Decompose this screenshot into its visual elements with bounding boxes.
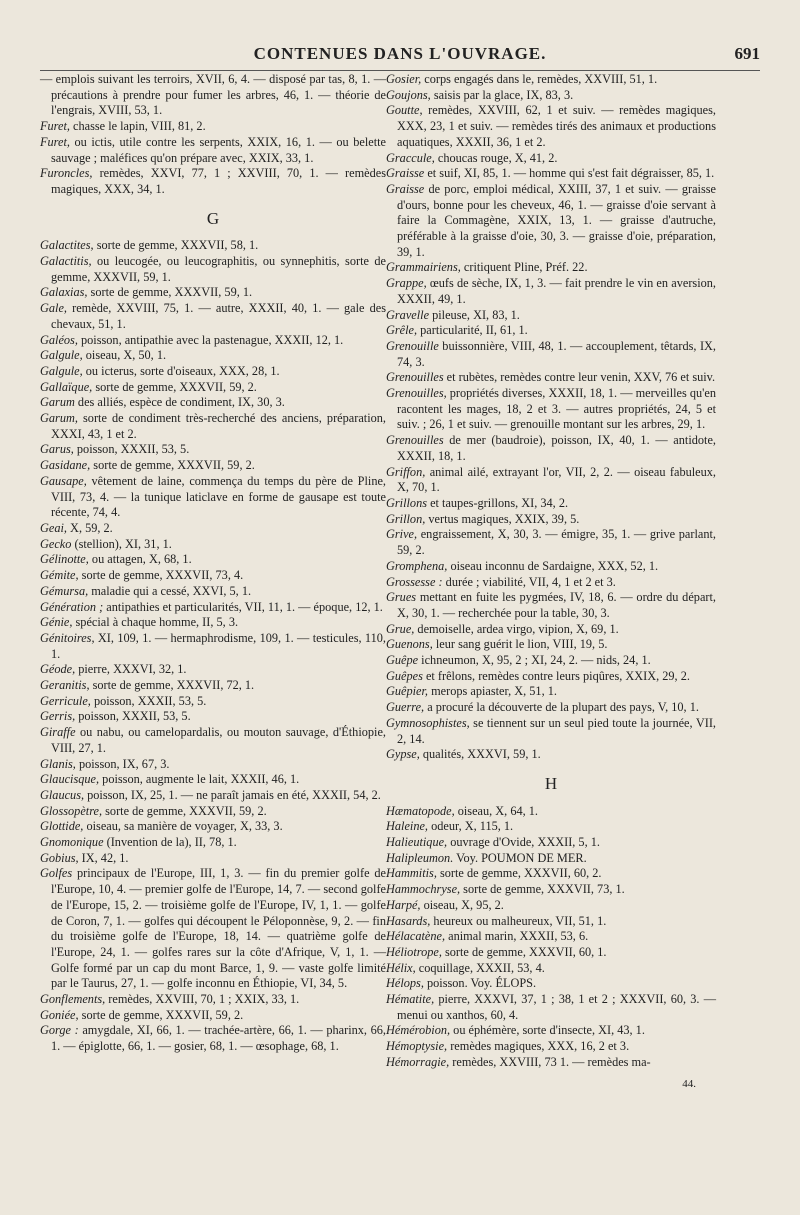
index-entry [386, 851, 716, 867]
index-entry [40, 600, 386, 616]
index-entry [386, 684, 716, 700]
index-entry [386, 929, 716, 945]
entry-text: XI, 109, 1. — hermaphrodisme, 109, 1. — testicules, 110, 1. [51, 630, 386, 661]
entry-text: odeur, X, 115, 1. [428, 819, 514, 834]
entry-text: poisson, XXXII, 53, 5. [75, 709, 191, 724]
entry-text: choucas rouge, X, 41, 2. [434, 150, 558, 165]
entry-text: spécial à chaque homme, II, 5, 3. [72, 615, 239, 630]
entry-term: Glaucisque, [40, 772, 100, 787]
entry-term: Furet, [40, 119, 70, 134]
entry-text: remèdes, XXVI, 77, 1 ; XXVIII, 70, 1. — remèdes magiques, XXX, 34, 1. [51, 166, 386, 196]
entry-term: Glottide, [40, 819, 84, 834]
index-entry [40, 788, 386, 804]
entry-text: animal ailé, extrayant l'or, VII, 2, 2. — oiseau fabuleux, X, 70, 1. [397, 464, 716, 495]
left-column [40, 72, 386, 1055]
index-entry [386, 961, 716, 977]
entry-text: Voy. POUMON DE MER. [453, 850, 587, 865]
entry-term: Grenouilles, [386, 386, 447, 401]
index-entry [386, 992, 716, 1023]
index-entry [386, 914, 716, 930]
entry-text: ou ictis, utile contre les serpents, XXIX, 16, 1. — ou belette sauvage ; maléfices qu'on prépare avec, XXIX, 33, 1. [51, 134, 386, 165]
entry-text: poisson, XXXII, 53, 5. [73, 442, 190, 457]
entry-term: Gecko [40, 536, 72, 551]
entry-term: Grenouilles [386, 370, 444, 385]
entry-term: Glaucus, [40, 787, 85, 802]
entry-term: Giraffe [40, 725, 76, 740]
entry-text: sorte de gemme, XXXVII, 59, 2. [78, 1007, 244, 1022]
entry-text: poisson, antipathie avec la pastenague, XXXII, 12, 1. [77, 332, 344, 347]
entry-text: chasse le lapin, VIII, 81, 2. [69, 119, 206, 134]
entry-text: sorte de gemme, XXXVII, 58, 1. [93, 238, 259, 253]
index-entry [40, 474, 386, 521]
entry-text: antipathies et particularités, VII, 11, 1. — époque, 12, 1. [103, 599, 383, 614]
entry-term: Gémursa, [40, 583, 89, 598]
index-entry [386, 386, 716, 433]
entry-text: pileuse, XI, 83, 1. [429, 307, 520, 322]
index-entry [40, 380, 386, 396]
entry-term: Geranitis, [40, 678, 90, 693]
index-entry [386, 260, 716, 276]
index-entry [40, 348, 386, 364]
index-entry [386, 637, 716, 653]
entry-term: Guenons, [386, 637, 433, 652]
entry-text: ouvrage d'Ovide, XXXII, 5, 1. [447, 835, 600, 850]
index-entry [386, 898, 716, 914]
index-entry [386, 72, 716, 88]
index-entry [40, 1008, 386, 1024]
index-entry [386, 653, 716, 669]
entry-text: oiseau inconnu de Sardaigne, XXX, 52, 1. [447, 558, 659, 573]
section-letter: H [544, 773, 558, 793]
index-entry [40, 694, 386, 710]
index-entry [386, 103, 716, 150]
index-entry [386, 182, 716, 261]
entry-text: vêtement de laine, commença du temps du père de Pline, VIII, 73, 4. — la tunique laticlave en forme de gausape est toute récente, 74, 4. [51, 473, 386, 520]
entry-term: Graccule, [386, 150, 435, 165]
entry-term: Guerre, [386, 700, 425, 715]
index-entry [386, 559, 716, 575]
entry-text: remèdes magiques, XXX, 16, 2 et 3. [447, 1039, 630, 1054]
index-entry [386, 323, 716, 339]
index-entry [40, 254, 386, 285]
index-entry [40, 584, 386, 600]
entry-term: Gosier, [386, 72, 422, 86]
entry-term: Hammochryse, [386, 882, 461, 897]
entry-text: (stellion), XI, 31, 1. [71, 536, 172, 551]
entry-term: Garum, [40, 411, 78, 426]
entry-term: Hélacatène, [386, 929, 446, 944]
entry-term: Hémorragie, [386, 1054, 450, 1069]
index-entry [40, 442, 386, 458]
index-entry [40, 395, 386, 411]
entry-text: sorte de gemme, XXXVII, 59, 2. [92, 379, 257, 394]
entry-text: ou leucogée, ou leucographitis, ou synnephitis, sorte de gemme, XXXVII, 59, 1. [51, 254, 386, 284]
index-entry [386, 575, 716, 591]
running-head-title: CONTENUES DANS L'OUVRAGE. [253, 44, 547, 63]
entry-term: Glossopètre, [40, 803, 103, 818]
entry-term: Gémite, [40, 568, 79, 583]
entry-text: principaux de l'Europe, III, 1, 3. — fin du premier golfe de l'Europe, 10, 4. — premier golfe de l'Europe, 14, 7. — second golfe de l'Europe, 15, 2. — troisième golfe de l'Europe, IV, 1, 1. — golfe de Coron, 7, 1. — golfes qui découpent le Péloponnèse, 9, 2. — fin du troisième golfe de l'Europe, 18, 14. — quatrième golfe de l'Europe, 24, 1. — golfes rares sur la côte d'Afrique, V, 1, 1. — Golfe formé par un cap du mont Barce, 1, 9. — vaste golfe limité par le Taurus, 27, 1. — golfe inconnu en Éthiopie, VI, 34, 5. [51, 866, 386, 991]
entry-text: coquillage, XXXII, 53, 4. [415, 960, 545, 975]
entry-text: critiquent Pline, Préf. 22. [460, 260, 588, 275]
entry-text: sorte de gemme, XXXVII, 59, 2. [102, 803, 267, 818]
index-entry [40, 662, 386, 678]
entry-text: sorte de gemme, XXXVII, 59, 2. [90, 458, 255, 473]
index-entry [386, 1055, 716, 1071]
index-entry [40, 772, 386, 788]
running-head [40, 44, 760, 71]
entry-term: Hémérobion, [386, 1023, 451, 1038]
entry-term: Gélinotte, [40, 552, 89, 567]
entry-term: Gymnosophistes, [386, 715, 470, 730]
index-entry [386, 151, 716, 167]
entry-term: Grive, [386, 527, 418, 542]
index-entry [40, 866, 386, 992]
entry-text: sorte de gemme, XXXVII, 60, 2. [436, 866, 602, 881]
entry-term: Hæmatopode, [386, 803, 455, 818]
entry-term: Gerris, [40, 709, 76, 724]
entry-term: Gerricule, [40, 693, 91, 708]
entry-term: Gonflements, [40, 992, 106, 1007]
index-entry [40, 851, 386, 867]
entry-term: Graisse [386, 166, 425, 181]
index-entry [40, 364, 386, 380]
entry-term: Grammairiens, [386, 260, 461, 275]
index-entry [40, 521, 386, 537]
index-entry [386, 866, 716, 882]
entry-term: Goujons, [386, 87, 431, 102]
index-entry [40, 552, 386, 568]
entry-term: Grue, [386, 621, 415, 636]
entry-text: propriétés diverses, XXXII, 18, 1. — merveilles qu'en racontent les mages, 18, 2 et 3. — autres propriétés, 24, 5 et suiv. ; 26, 1 et suiv. — grenouille montant sur les arbres, 29, 1. [397, 386, 716, 432]
entry-term: Guêpe [386, 653, 419, 668]
entry-text: remèdes, XXVIII, 62, 1 et suiv. — remèdes magiques, XXX, 23, 1 et suiv. — remèdes tirés des animaux et productions aquatiques, XXXII, 36, 1 et 2. [397, 103, 716, 149]
entry-text: ou icterus, sorte d'oiseaux, XXX, 28, 1. [82, 363, 280, 378]
index-entry [40, 725, 386, 756]
index-entry [386, 433, 716, 464]
entry-term: Hématite, [386, 992, 435, 1007]
entry-term: Griffon, [386, 464, 426, 479]
entry-term: Gobius, [40, 850, 79, 865]
entry-text: corps engagés dans le, remèdes, XXVIII, 51, 1. [421, 72, 658, 86]
index-entry [386, 1039, 716, 1055]
index-entry [386, 276, 716, 307]
entry-text: oiseau, sa manière de voyager, X, 33, 3. [83, 819, 283, 834]
entry-text: poisson, IX, 25, 1. — ne paraît jamais en été, XXXII, 54, 2. [84, 787, 381, 802]
entry-text: poisson, IX, 67, 3. [75, 756, 170, 771]
entry-text: sorte de gemme, XXXVII, 73, 1. [460, 882, 625, 897]
index-entry [386, 308, 716, 324]
entry-text: poisson, XXXII, 53, 5. [90, 693, 207, 708]
entry-text: durée ; viabilité, VII, 4, 1 et 2 et 3. [442, 574, 616, 589]
entry-text: engraissement, X, 30, 3. — émigre, 35, 1. — grive parlant, 59, 2. [397, 527, 716, 558]
entry-term: Galgule, [40, 363, 83, 378]
entry-term: Hasards, [386, 913, 431, 928]
entry-term: Garus, [40, 442, 74, 457]
entry-text: sorte de gemme, XXXVII, 72, 1. [89, 678, 255, 693]
entry-text: poisson, augmente le lait, XXXII, 46, 1. [99, 772, 300, 787]
index-entry [386, 512, 716, 528]
entry-text: et frêlons, remèdes contre leurs piqûres, XXIX, 29, 2. [422, 668, 690, 683]
index-entry [386, 882, 716, 898]
index-entry [386, 819, 716, 835]
index-entry [386, 370, 716, 386]
entry-text: a procuré la découverte de la plupart des pays, V, 10, 1. [424, 700, 699, 715]
entry-term: Grenouille [386, 338, 439, 353]
index-entry [40, 333, 386, 349]
entry-text: leur sang guérit le lion, VIII, 19, 5. [432, 637, 608, 652]
entry-term: Géode, [40, 662, 76, 677]
entry-text: saisis par la glace, IX, 83, 3. [430, 87, 574, 102]
entry-text: IX, 42, 1. [78, 850, 129, 865]
entry-term: Furet, [40, 134, 70, 149]
entry-text: remèdes, XXVIII, 70, 1 ; XXIX, 33, 1. [105, 992, 300, 1007]
index-entry [40, 537, 386, 553]
index-entry [386, 339, 716, 370]
entry-text: ou nabu, ou camelopardalis, ou mouton sauvage, d'Éthiopie, VIII, 27, 1. [51, 725, 386, 755]
index-entry [40, 992, 386, 1008]
index-entry [386, 700, 716, 716]
entry-text: animal marin, XXXII, 53, 6. [445, 929, 589, 944]
index-entry [40, 709, 386, 725]
entry-term: Grillon, [386, 511, 426, 526]
entry-text: oiseau, X, 95, 2. [420, 897, 504, 912]
entry-text: (Invention de la), II, 78, 1. [103, 835, 237, 850]
entry-text: sorte de condiment très-recherché des anciens, préparation, XXXI, 43, 1 et 2. [51, 411, 386, 441]
entry-term: Gnomonique [40, 835, 104, 850]
entry-term: Graisse [386, 181, 425, 196]
entry-text: se tiennent sur un seul pied toute la journée, VII, 2, 14. [397, 715, 716, 746]
entry-text: — emplois suivant les terroirs, XVII, 6, 4. — disposé par tas, 8, 1. — précautions à prendre pour fumer les arbres, 46, 1. — théorie de l'engrais, XVIII, 53, 1. [40, 72, 386, 118]
entry-term: Galgule, [40, 348, 83, 363]
entry-term: Gallaïque, [40, 379, 93, 394]
entry-term: Furoncles, [40, 166, 93, 181]
index-entry [386, 945, 716, 961]
index-entry [40, 166, 386, 197]
entry-term: Golfes [40, 866, 73, 881]
entry-term: Hélops, [386, 976, 424, 991]
entry-term: Halieutique, [386, 835, 448, 850]
entry-term: Gasidane, [40, 458, 91, 473]
index-entry [40, 615, 386, 631]
entry-term: Guêpes [386, 668, 423, 683]
index-entry [386, 166, 716, 182]
entry-text: particularité, II, 61, 1. [417, 323, 528, 338]
entry-term: Garum [40, 395, 75, 410]
entry-term: Grappe, [386, 276, 427, 291]
entry-text: de mer (baudroie), poisson, IX, 40, 1. — antidote, XXXII, 18, 1. [397, 433, 716, 463]
index-entry [386, 1023, 716, 1039]
index-entry [386, 496, 716, 512]
entry-term: Grillons [386, 495, 427, 510]
entry-text: et rubètes, remèdes contre leur venin, XXV, 76 et suiv. [443, 370, 716, 385]
entry-term: Héliotrope, [386, 944, 442, 959]
index-entry [40, 819, 386, 835]
entry-text: poisson. Voy. ÉLOPS. [423, 976, 537, 991]
entry-text: amygdale, XI, 66, 1. — trachée-artère, 66, 1. — pharinx, 66, 1. — épiglotte, 66, 1. — gosier, 68, 1. — œsophage, 68, 1. [51, 1023, 387, 1054]
entry-term: Gravelle [386, 307, 430, 322]
entry-text: remèdes, XXVIII, 73 1. — remèdes ma- [449, 1054, 651, 1069]
entry-term: Halipleumon. [386, 850, 454, 865]
entry-term: Grenouilles [386, 433, 444, 448]
index-entry [386, 527, 716, 558]
entry-term: Génération ; [40, 599, 104, 614]
entry-term: Goniée, [40, 1007, 79, 1022]
entry-text: buissonnière, VIII, 48, 1. — accouplement, têtards, IX, 74, 3. [397, 338, 716, 369]
entry-text: des alliés, espèce de condiment, IX, 30, 3. [74, 395, 285, 410]
entry-term: Génitoires, [40, 630, 95, 645]
entry-term: Galactites, [40, 238, 94, 253]
index-entry [386, 835, 716, 851]
index-entry [40, 238, 386, 254]
entry-text: vertus magiques, XXIX, 39, 5. [425, 511, 580, 526]
index-entry [386, 88, 716, 104]
entry-text: œufs de sèche, IX, 1, 3. — fait prendre le vin en aversion, XXXII, 49, 1. [397, 276, 716, 306]
right-column [386, 72, 716, 1092]
entry-text: oiseau, X, 64, 1. [454, 803, 538, 818]
index-entry [40, 835, 386, 851]
index-entry [40, 285, 386, 301]
index-entry [40, 568, 386, 584]
entry-term: Haleine, [386, 819, 429, 834]
entry-term: Harpé, [386, 897, 421, 912]
entry-text: merops apiaster, X, 51, 1. [428, 684, 557, 699]
index-entry [40, 72, 386, 119]
entry-text: ou attagen, X, 68, 1. [88, 552, 192, 567]
index-entry [40, 458, 386, 474]
entry-text: maladie qui a cessé, XXVI, 5, 1. [88, 583, 252, 598]
entry-term: Geai, [40, 520, 67, 535]
index-entry [386, 804, 716, 820]
index-entry [40, 119, 386, 135]
index-entry [40, 757, 386, 773]
index-entry [40, 678, 386, 694]
entry-text: de porc, emploi médical, XXIII, 37, 1 et suiv. — graisse d'ours, bonne pour les cheveux, 46, 1. — graisse d'oie servant à faire la Commagène, XXIX, 13, 1. — graisse d'autruche, préférable à la graisse d'oie, 30, 3. — graisse d'oie, préparation, 39, 1. [397, 181, 716, 259]
entry-term: Galéos, [40, 332, 78, 347]
entry-term: Gypse, [386, 747, 420, 762]
entry-term: Hémoptysie, [386, 1039, 448, 1054]
entry-text: X, 59, 2. [66, 520, 113, 535]
entry-text: remède, XXVIII, 75, 1. — autre, XXXII, 40, 1. — gale des chevaux, 51, 1. [51, 301, 386, 331]
entry-term: Galactitis, [40, 254, 92, 269]
index-entry [386, 716, 716, 747]
entry-term: Gromphena, [386, 558, 448, 573]
entry-term: Grues [386, 590, 417, 605]
entry-term: Hélix, [386, 960, 416, 975]
entry-text: demoiselle, ardea virgo, vipion, X, 69, 1. [414, 621, 619, 636]
entry-term: Hammitis, [386, 866, 437, 881]
entry-term: Glanis, [40, 756, 76, 771]
section-letter: G [206, 208, 220, 228]
entry-term: Gausape, [40, 473, 87, 488]
entry-term: Goutte, [386, 103, 423, 118]
index-entry [40, 411, 386, 442]
entry-term: Génie, [40, 615, 73, 630]
entry-text: et taupes-grillons, XI, 34, 2. [427, 495, 569, 510]
entry-text: qualités, XXXVI, 59, 1. [419, 747, 541, 762]
entry-text: pierre, XXXVI, 32, 1. [75, 662, 187, 677]
entry-text: heureux ou malheureux, VII, 51, 1. [430, 913, 607, 928]
index-entry [386, 669, 716, 685]
index-entry [40, 804, 386, 820]
index-entry [40, 1023, 386, 1054]
entry-text: sorte de gemme, XXXVII, 60, 1. [441, 944, 607, 959]
index-entry [40, 135, 386, 166]
entry-term: Grossesse : [386, 574, 443, 589]
index-entry [386, 976, 716, 992]
entry-text: mettant en fuite les pygmées, IV, 18, 6. — ordre du départ, X, 30, 1. — recherchée pour la table, 30, 3. [397, 590, 716, 620]
entry-term: Galaxias, [40, 285, 88, 300]
index-entry [386, 590, 716, 621]
entry-text: et suif, XI, 85, 1. — homme qui s'est fait dégraisser, 85, 1. [424, 166, 715, 181]
signature-mark: 44. [682, 1077, 696, 1090]
entry-term: Gale, [40, 301, 67, 316]
entry-term: Gorge : [40, 1023, 79, 1038]
entry-text: pierre, XXXVI, 37, 1 ; 38, 1 et 2 ; XXXVII, 60, 3. — menui ou xanthos, 60, 4. [397, 992, 716, 1022]
index-entry [386, 622, 716, 638]
entry-term: Guêpier, [386, 684, 429, 699]
index-entry [386, 465, 716, 496]
index-entry [40, 301, 386, 332]
page-number: 691 [734, 44, 760, 63]
index-entry [40, 631, 386, 662]
entry-text: sorte de gemme, XXXVII, 73, 4. [78, 568, 244, 583]
entry-term: Grêle, [386, 323, 418, 338]
entry-text: ichneumon, X, 95, 2 ; XI, 24, 2. — nids, 24, 1. [418, 653, 651, 668]
entry-text: oiseau, X, 50, 1. [82, 348, 167, 363]
entry-text: sorte de gemme, XXXVII, 59, 1. [87, 285, 253, 300]
index-entry [386, 747, 716, 763]
entry-text: ou éphémère, sorte d'insecte, XI, 43, 1. [450, 1023, 645, 1038]
